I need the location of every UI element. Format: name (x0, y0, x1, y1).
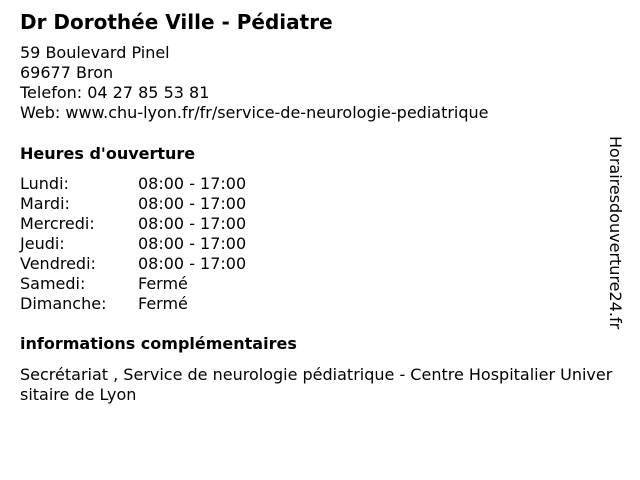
opening-hours-table (20, 174, 610, 314)
business-card (20, 9, 613, 405)
hours-time: 08:00 - 17:00 (138, 234, 247, 253)
hours-day: Vendredi: (20, 254, 96, 273)
hours-row (20, 194, 610, 214)
phone-number: Telefon: 04 27 85 53 81 (20, 83, 210, 102)
hours-time: 08:00 - 17:00 (138, 194, 247, 213)
hours-row (20, 294, 610, 314)
hours-row (20, 234, 610, 254)
hours-row (20, 274, 610, 294)
site-watermark: Horairesdouverture24.fr (606, 136, 625, 330)
hours-day: Dimanche: (20, 294, 107, 313)
website-link[interactable]: Web: www.chu-lyon.fr/fr/service-de-neurologie-pediatrique (20, 103, 489, 122)
hours-day: Mardi: (20, 194, 70, 213)
hours-day: Jeudi: (20, 234, 65, 253)
additional-info-heading: informations complémentaires (20, 334, 297, 353)
hours-row (20, 254, 610, 274)
hours-time: 08:00 - 17:00 (138, 254, 247, 273)
hours-day: Mercredi: (20, 214, 95, 233)
hours-row (20, 214, 610, 234)
city-address: 69677 Bron (20, 63, 114, 82)
hours-time: Fermé (138, 294, 188, 313)
hours-day: Lundi: (20, 174, 69, 193)
hours-row (20, 174, 610, 194)
hours-time: Fermé (138, 274, 188, 293)
opening-hours-heading: Heures d'ouverture (20, 144, 196, 163)
page-title: Dr Dorothée Ville - Pédiatre (20, 10, 333, 34)
hours-day: Samedi: (20, 274, 86, 293)
additional-info-text: Secrétariat , Service de neurologie pédiatrique - Centre Hospitalier Universitaire de Lyon (20, 365, 613, 404)
contact-block (20, 43, 610, 123)
street-address: 59 Boulevard Pinel (20, 43, 170, 62)
hours-time: 08:00 - 17:00 (138, 174, 247, 193)
hours-time: 08:00 - 17:00 (138, 214, 247, 233)
